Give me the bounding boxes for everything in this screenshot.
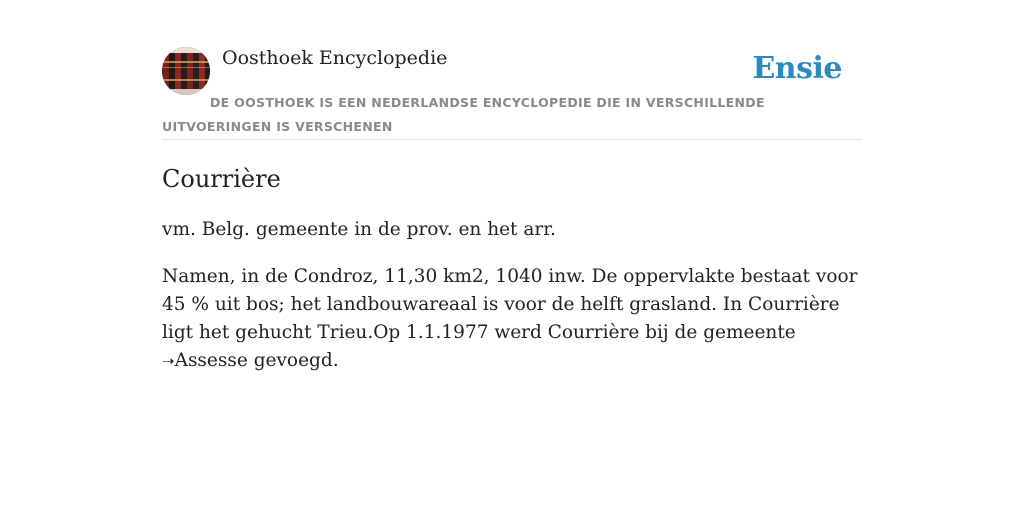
- article-title: Courrière: [162, 165, 281, 193]
- article-paragraph: [162, 263, 862, 375]
- page-container: [162, 0, 862, 394]
- article-paragraph: vm. Belg. gemeente in de prov. en het arr.: [162, 219, 556, 240]
- cross-reference-link[interactable]: [162, 350, 248, 371]
- paragraph-text-end: gevoegd.: [247, 350, 339, 371]
- publication-avatar[interactable]: [162, 47, 210, 95]
- publication-header: [162, 0, 862, 140]
- paragraph-text: Namen, in de Condroz, 11,30 km2, 1040 inw. De oppervlakte bestaat voor 45 % uit bos; het landbouwareaal is voor de helft grasland. In Courrière ligt het gehucht Trieu.Op 1.1.1977 werd Courrière bij de gemeente: [162, 266, 858, 343]
- ensie-logo-link[interactable]: Ensie: [752, 51, 842, 86]
- cross-reference-label: Assesse: [174, 350, 248, 371]
- article-body: [162, 216, 862, 375]
- arrow-right-icon: ➝: [162, 352, 175, 370]
- publication-name-link[interactable]: Oosthoek Encyclopedie: [222, 47, 448, 69]
- publication-tagline: DE OOSTHOEK IS EEN NEDERLANDSE ENCYCLOPEDIE DIE IN VERSCHILLENDE UITVOERINGEN IS VERSCHENEN: [162, 95, 765, 134]
- article: [162, 140, 862, 375]
- encyclopedia-books-icon: [162, 47, 210, 95]
